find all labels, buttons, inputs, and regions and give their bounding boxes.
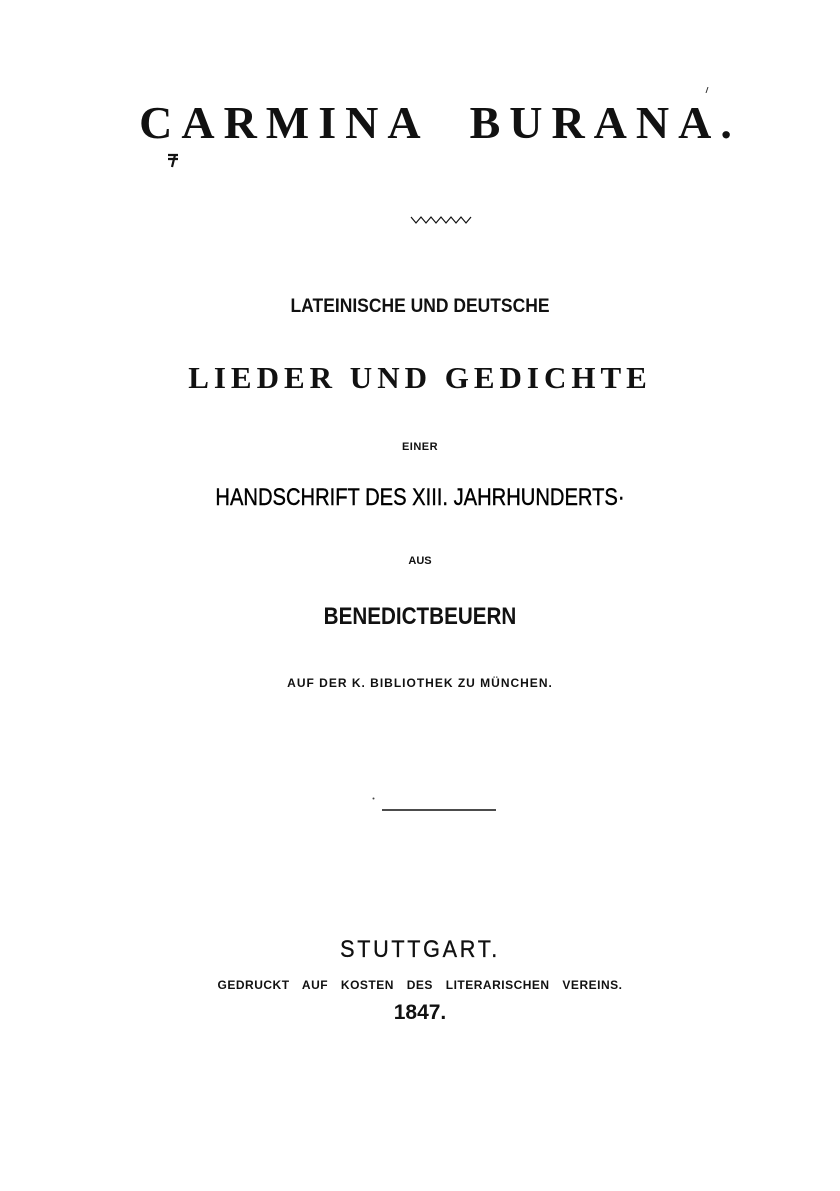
subtitle-line-1: LATEINISCHE UND DEUTSCHE (290, 296, 550, 317)
book-title-part-1: CARMINA (139, 97, 430, 148)
subtitle-line-2: LIEDER UND GEDICHTE (188, 360, 652, 395)
ink-speck-icon (705, 87, 709, 93)
book-title-part-2: BURANA. (469, 97, 741, 148)
manuscript-line: HANDSCHRIFT DES XIII. JAHRHUNDERTS· (215, 484, 625, 511)
imprint-printer-line: GEDRUCKT AUF KOSTEN DES LITERARISCHEN VEREINS. (217, 978, 623, 992)
place-name: BENEDICTBEUERN (323, 603, 517, 630)
library-mark-icon (166, 152, 180, 168)
connector-einer: EINER (401, 441, 439, 453)
book-title (20, 96, 840, 149)
imprint-city: STUTTGART. (340, 936, 500, 963)
imprint-year: 1847. (393, 1001, 447, 1024)
connector-aus: AUS (408, 555, 432, 567)
wavy-line-ornament (410, 214, 472, 226)
horizontal-rule-ornament (380, 808, 498, 812)
ink-dot-icon (372, 797, 375, 800)
library-line: AUF DER K. BIBLIOTHEK ZU MÜNCHEN. (287, 676, 553, 690)
